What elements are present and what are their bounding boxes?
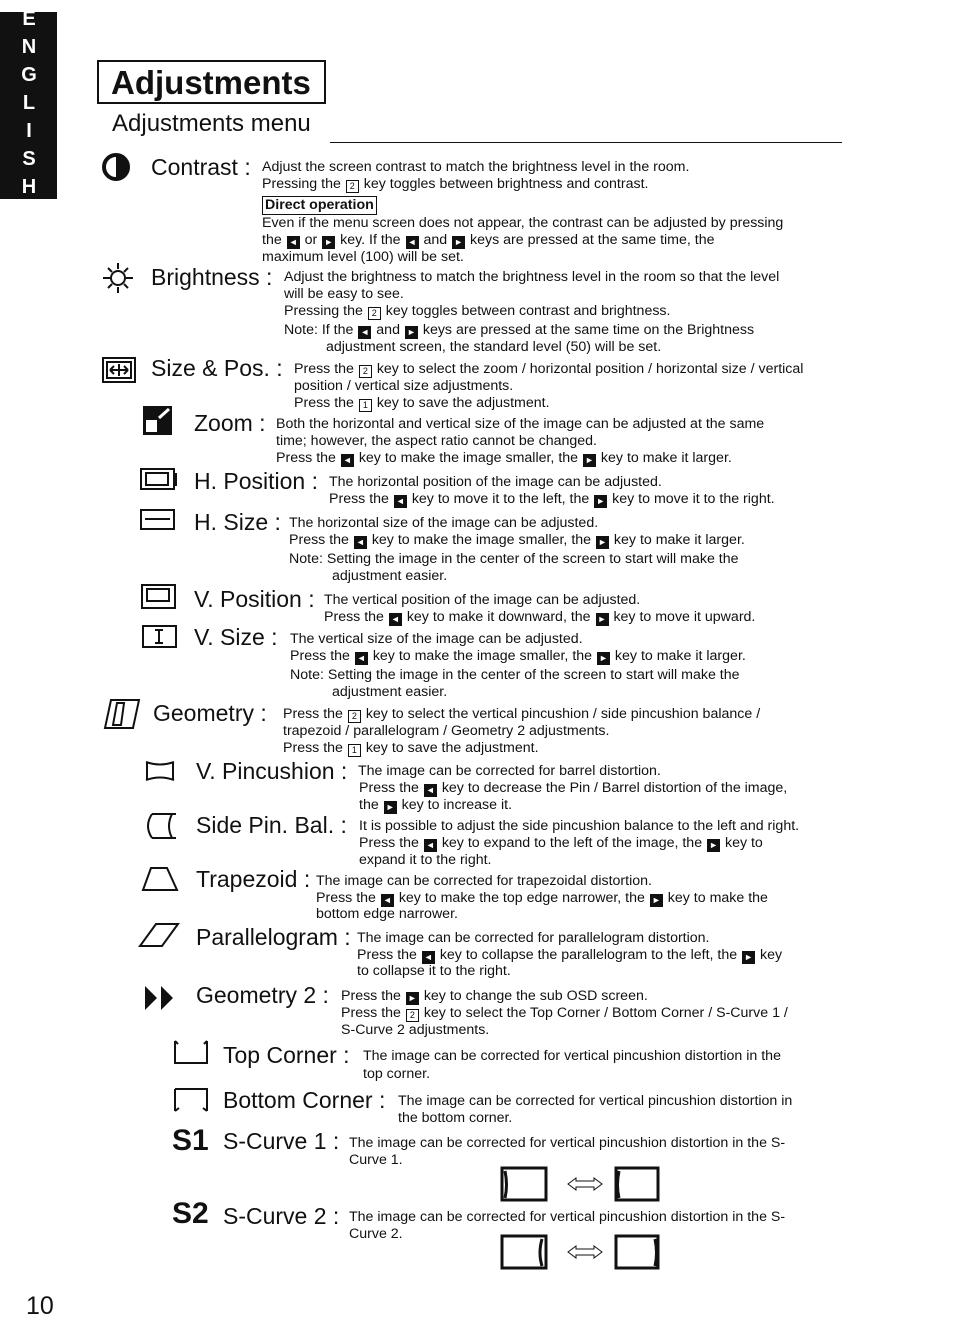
geometry2-desc-line: Press the 2 key to select the Top Corner / Bottom Corner / S-Curve 1 /: [341, 1005, 788, 1021]
v-size-desc-line: Press the ◄ key to make the image smaller, the ► key to make it larger.: [290, 648, 746, 664]
v-size-icon: [142, 625, 178, 649]
size-pos-icon: [102, 357, 136, 383]
geometry-desc-line: trapezoid / parallelogram / Geometry 2 adjustments.: [283, 723, 610, 739]
brightness-desc-line: will be easy to see.: [284, 286, 404, 302]
brightness-desc-line: Pressing the 2 key toggles between contrast and brightness.: [284, 303, 671, 319]
brightness-desc-line: Note: If the ◄ and ► keys are pressed at the same time on the Brightness: [284, 322, 755, 338]
contrast-desc-line: maximum level (100) will be set.: [262, 249, 464, 265]
size-pos-desc-line: Press the 2 key to select the zoom / horizontal position / horizontal size / vertical: [294, 361, 804, 377]
top-corner-icon: [173, 1039, 209, 1065]
v-size-label: V. Size :: [194, 624, 278, 650]
parallelogram-desc-line: The image can be corrected for parallelogram distortion.: [357, 930, 710, 946]
s1-mark: S1: [172, 1124, 209, 1157]
h-size-icon: [140, 509, 176, 531]
side-pin-bal-desc-line: Press the ◄ key to expand to the left of the image, the ► key to: [359, 835, 763, 851]
trapezoid-label: Trapezoid :: [196, 866, 311, 892]
h-position-icon: [140, 468, 180, 492]
v-pincushion-desc-line: Press the ◄ key to decrease the Pin / Barrel distortion of the image,: [359, 780, 788, 796]
page-number: 10: [26, 1292, 54, 1320]
side-pin-bal-label: Side Pin. Bal. :: [196, 812, 347, 838]
brightness-desc-line: adjustment screen, the standard level (50) will be set.: [326, 339, 662, 355]
s-curve2-desc-line: Curve 2.: [349, 1226, 403, 1242]
zoom-icon: [143, 406, 173, 436]
top-corner-desc-line: top corner.: [363, 1066, 431, 1082]
v-position-desc-line: Press the ◄ key to make it downward, the ► key to move it upward.: [324, 609, 756, 625]
geometry2-desc-line: S-Curve 2 adjustments.: [341, 1022, 490, 1038]
s-curve2-label: S-Curve 2 :: [223, 1203, 340, 1229]
language-label: ENGLISH: [18, 7, 40, 204]
v-size-desc-line: The vertical size of the image can be adjusted.: [290, 631, 583, 647]
contrast-icon: [100, 152, 134, 182]
zoom-desc-line: Press the ◄ key to make the image smaller, the ► key to make it larger.: [276, 450, 732, 466]
contrast-desc-line: Even if the menu screen does not appear, the contrast can be adjusted by pressing: [262, 215, 784, 231]
side-pin-bal-icon: [142, 812, 178, 840]
parallelogram-icon: [138, 922, 180, 948]
trapezoid-desc-line: Press the ◄ key to make the top edge narrower, the ► key to make the: [316, 890, 768, 906]
brightness-icon: [102, 262, 136, 294]
zoom-label: Zoom :: [194, 410, 266, 436]
s-curve1-desc-line: Curve 1.: [349, 1152, 403, 1168]
h-size-desc-line: Note: Setting the image in the center of the screen to start will make the: [289, 551, 739, 567]
v-pincushion-icon: [144, 760, 178, 782]
h-size-label: H. Size :: [194, 509, 281, 535]
contrast-desc-line: Direct operation: [262, 196, 377, 215]
v-position-desc-line: The vertical position of the image can be adjusted.: [324, 592, 641, 608]
h-size-desc-line: The horizontal size of the image can be adjusted.: [289, 515, 599, 531]
s2-mark: S2: [172, 1197, 209, 1230]
v-size-desc-line: Note: Setting the image in the center of the screen to start will make the: [290, 667, 740, 683]
trapezoid-desc-line: bottom edge narrower.: [316, 906, 458, 922]
s-curve1-label: S-Curve 1 :: [223, 1128, 340, 1154]
brightness-label: Brightness :: [151, 264, 273, 290]
s-curve2-diagram-icon: [500, 1233, 662, 1271]
contrast-desc-line: the ◄ or ► key. If the ◄ and ► keys are pressed at the same time, the: [262, 232, 715, 248]
trapezoid-icon: [141, 866, 179, 892]
h-position-desc-line: The horizontal position of the image can be adjusted.: [329, 474, 662, 490]
bottom-corner-desc-line: the bottom corner.: [398, 1110, 513, 1126]
side-pin-bal-desc-line: expand it to the right.: [359, 852, 492, 868]
v-pincushion-desc-line: The image can be corrected for barrel distortion.: [358, 763, 661, 779]
contrast-label: Contrast :: [151, 154, 251, 180]
page-title: Adjustments: [97, 60, 326, 104]
size-pos-label: Size & Pos. :: [151, 355, 283, 381]
v-pincushion-label: V. Pincushion :: [196, 758, 348, 784]
s-curve1-diagram-icon: [500, 1165, 662, 1203]
geometry2-arrows-icon: [143, 984, 179, 1012]
geometry-icon: [102, 698, 142, 730]
parallelogram-desc-line: Press the ◄ key to collapse the parallelogram to the left, the ► key: [357, 947, 783, 963]
zoom-desc-line: time; however, the aspect ratio cannot be changed.: [276, 433, 597, 449]
v-position-icon: [141, 584, 177, 610]
contrast-desc-line: Pressing the 2 key toggles between brightness and contrast.: [262, 176, 649, 192]
section-subtitle: Adjustments menu: [112, 110, 311, 137]
bottom-corner-desc-line: The image can be corrected for vertical pincushion distortion in: [398, 1093, 793, 1109]
geometry-desc-line: Press the 2 key to select the vertical pincushion / side pincushion balance /: [283, 706, 761, 722]
contrast-desc-line: Adjust the screen contrast to match the brightness level in the room.: [262, 159, 690, 175]
size-pos-desc-line: Press the 1 key to save the adjustment.: [294, 395, 550, 411]
geometry-desc-line: Press the 1 key to save the adjustment.: [283, 740, 539, 756]
h-size-desc-line: adjustment easier.: [332, 568, 448, 584]
v-pincushion-desc-line: the ► key to increase it.: [359, 797, 513, 813]
divider: [330, 142, 842, 143]
s-curve2-desc-line: The image can be corrected for vertical pincushion distortion in the S-: [349, 1209, 786, 1225]
geometry2-desc-line: Press the ► key to change the sub OSD screen.: [341, 988, 648, 1004]
language-side-tab: [0, 7, 57, 204]
v-size-desc-line: adjustment easier.: [332, 684, 448, 700]
top-corner-label: Top Corner :: [223, 1042, 350, 1068]
geometry2-label: Geometry 2 :: [196, 982, 329, 1008]
brightness-desc-line: Adjust the brightness to match the brightness level in the room so that the level: [284, 269, 780, 285]
h-size-desc-line: Press the ◄ key to make the image smaller, the ► key to make it larger.: [289, 532, 745, 548]
parallelogram-desc-line: to collapse it to the right.: [357, 963, 511, 979]
parallelogram-label: Parallelogram :: [196, 924, 351, 950]
s-curve1-desc-line: The image can be corrected for vertical pincushion distortion in the S-: [349, 1135, 786, 1151]
v-position-label: V. Position :: [194, 586, 315, 612]
h-position-desc-line: Press the ◄ key to move it to the left, the ► key to move it to the right.: [329, 491, 775, 507]
size-pos-desc-line: position / vertical size adjustments.: [294, 378, 514, 394]
trapezoid-desc-line: The image can be corrected for trapezoidal distortion.: [316, 873, 652, 889]
top-corner-desc-line: The image can be corrected for vertical pincushion distortion in the: [363, 1048, 781, 1064]
zoom-desc-line: Both the horizontal and vertical size of the image can be adjusted at the same: [276, 416, 765, 432]
bottom-corner-icon: [173, 1087, 209, 1113]
h-position-label: H. Position :: [194, 468, 318, 494]
geometry-label: Geometry :: [153, 700, 267, 726]
side-pin-bal-desc-line: It is possible to adjust the side pincushion balance to the left and right.: [359, 818, 800, 834]
bottom-corner-label: Bottom Corner :: [223, 1087, 386, 1113]
